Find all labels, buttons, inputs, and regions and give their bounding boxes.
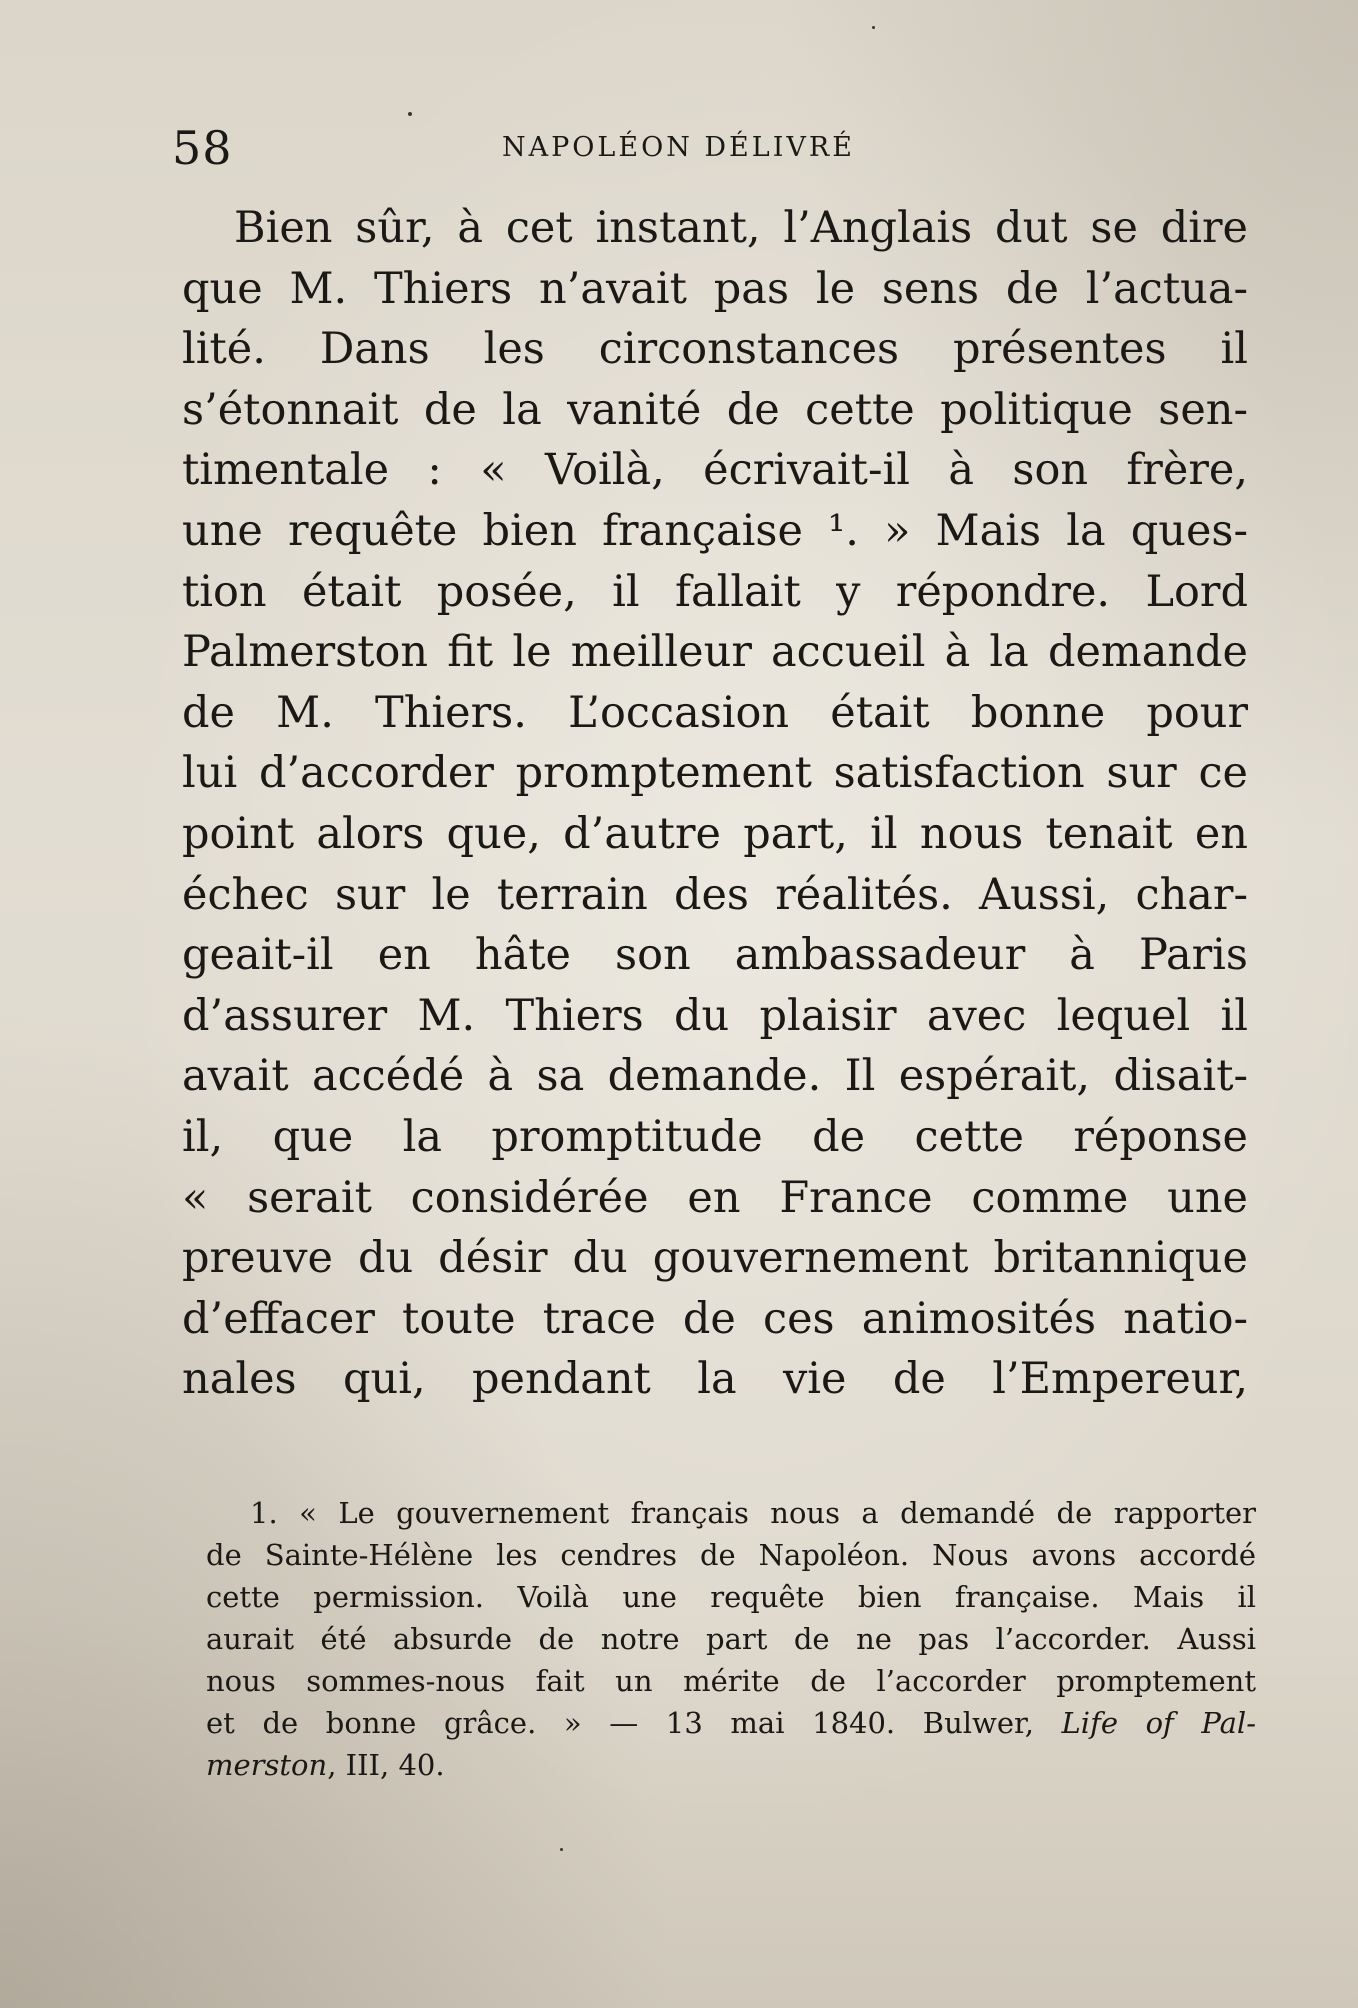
footnote: [206, 1492, 1256, 1786]
paper-speck: [560, 1848, 563, 1851]
footnote-line: nous sommes-nous fait un mérite de l’accorder promptement: [206, 1664, 1256, 1698]
footnote-last-line: [206, 1744, 1256, 1786]
text-line: il, que la promptitude de cette réponse: [182, 1111, 1248, 1162]
text-line: que M. Thiers n’avait pas le sens de l’actua-: [182, 263, 1248, 314]
footnote-citation-tail: , III, 40.: [327, 1748, 445, 1782]
footnote-line-with-citation: [206, 1702, 1256, 1744]
footnote-text: et de bonne grâce. » — 13 mai 1840. Bulwer,: [206, 1706, 1062, 1740]
text-line: d’assurer M. Thiers du plaisir avec lequel il: [182, 990, 1248, 1041]
footnote-line: de Sainte-Hélène les cendres de Napoléon. Nous avons accordé: [206, 1538, 1256, 1572]
paper-speck: [408, 112, 412, 116]
footnote-line: 1. « Le gouvernement français nous a demandé de rapporter: [250, 1496, 1256, 1530]
text-line: s’étonnait de la vanité de cette politique sen-: [182, 384, 1248, 435]
text-line: échec sur le terrain des réalités. Aussi, char-: [182, 869, 1248, 920]
text-line: une requête bien française ¹. » Mais la ques-: [182, 505, 1248, 556]
text-line: de M. Thiers. L’occasion était bonne pour: [182, 687, 1248, 738]
running-head: [172, 118, 1252, 178]
text-line: Bien sûr, à cet instant, l’Anglais dut se dire: [234, 203, 1248, 253]
footnote-line: cette permission. Voilà une requête bien française. Mais il: [206, 1580, 1256, 1614]
page-number: 58: [172, 121, 233, 175]
text-line: lité. Dans les circonstances présentes il: [182, 324, 1248, 375]
text-line: nales qui, pendant la vie de l’Empereur,: [182, 1354, 1248, 1405]
text-line: lui d’accorder promptement satisfaction sur ce: [182, 748, 1248, 799]
text-line: timentale : « Voilà, écrivait-il à son frère,: [182, 445, 1248, 496]
running-title: NAPOLÉON DÉLIVRÉ: [502, 132, 855, 163]
text-line: point alors que, d’autre part, il nous tenait en: [182, 808, 1248, 859]
text-line: tion était posée, il fallait y répondre. Lord: [182, 566, 1248, 617]
text-line: d’effacer toute trace de ces animosités natio-: [182, 1293, 1248, 1344]
body-text: [182, 198, 1248, 1410]
text-line: « serait considérée en France comme une: [182, 1172, 1248, 1223]
footnote-italic-title: merston: [206, 1748, 328, 1782]
text-line: Palmerston fit le meilleur accueil à la demande: [182, 627, 1248, 678]
text-line: avait accédé à sa demande. Il espérait, disait-: [182, 1051, 1248, 1102]
text-line: preuve du désir du gouvernement britannique: [182, 1233, 1248, 1284]
footnote-line: aurait été absurde de notre part de ne pas l’accorder. Aussi: [206, 1622, 1256, 1656]
footnote-italic-title: Life of Pal-: [1061, 1706, 1256, 1740]
paper-speck: [872, 26, 875, 29]
text-line: geait-il en hâte son ambassadeur à Paris: [182, 930, 1248, 981]
